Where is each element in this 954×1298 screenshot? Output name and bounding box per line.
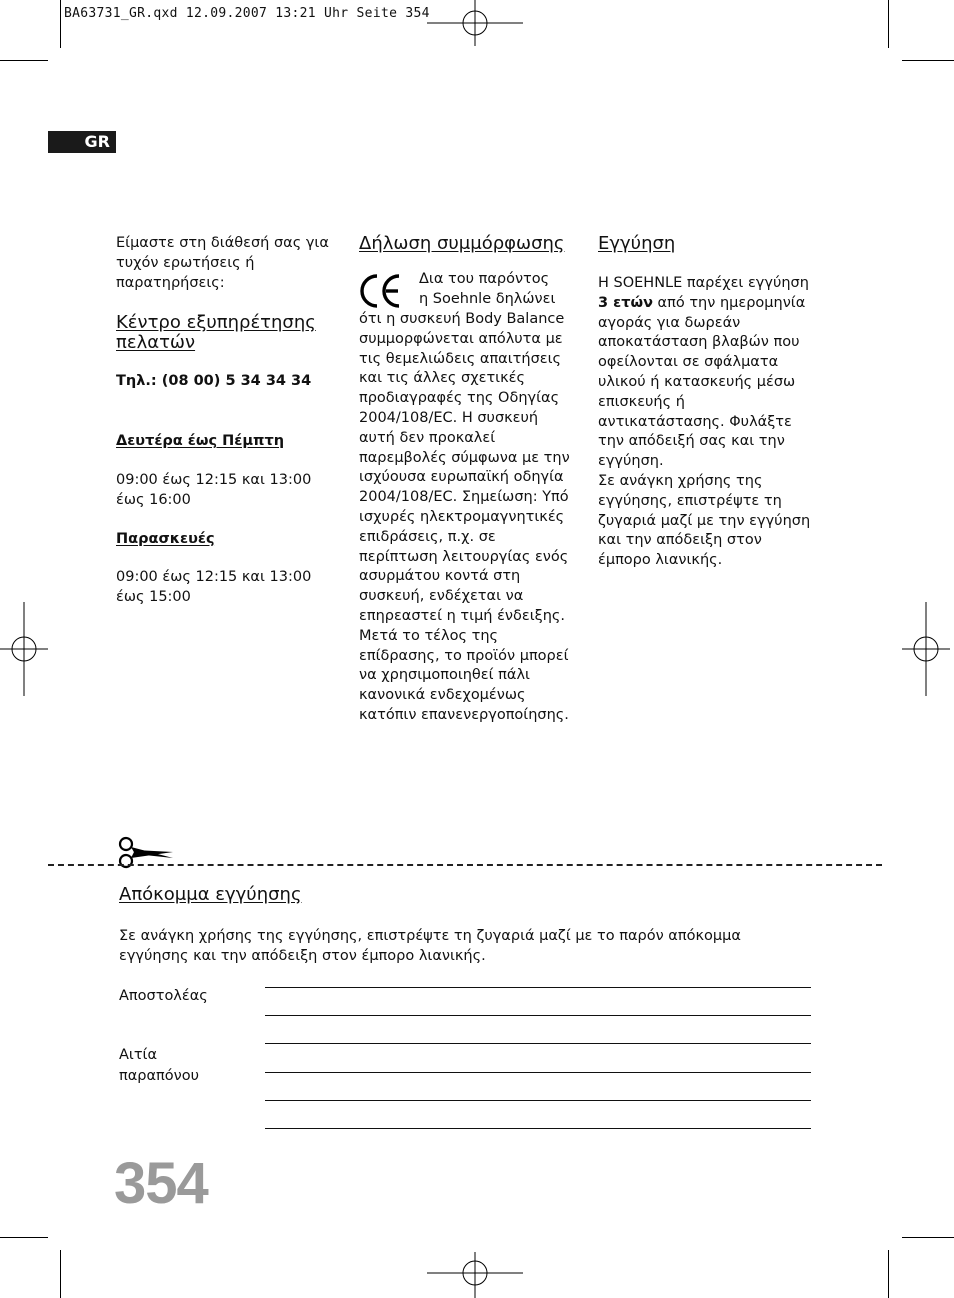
- customer-service-heading: Κέντρο εξυπηρέτησης πελατών: [116, 312, 316, 354]
- declaration-body: ότι η συσκευή Body Balance συμμορφώνεται απόλυτα με τις θεμελιώδεις απαιτήσεις και τις άλλες σχετικές προδιαγραφές της Οδηγίας 2004/108/EC. Η συσκευή αυτή δεν προκαλεί παρεμβολές σύμφωνα με την ισχύουσα ευρωπαϊκή οδηγία 2004/108/EC. Σημείωση: Υπό ισχυρές ηλεκτρομαγνητικές επιδράσεις, π.χ. σε περίπτωση λειτουργίας ενός ασυρμάτου κοντά στη συσκευή, ενδέχεται να επηρεαστεί η τιμή ένδειξης. Μετά το τέλος της επίδρασης, το προϊόν μπορεί να χρησιμοποιηθεί πάλι κανονικά ενδεχομένως κατόπιν επανενεργοποίησης.: [359, 311, 570, 723]
- crop-mark-top-right-v: [888, 0, 889, 48]
- warranty-text-end: από την ημερομηνία αγοράς για δωρεάν αποκατάσταση βλαβών που οφείλονται σε σφάλματα υλικού ή κατασκευής μέσω επισκευής ή αντικατάστασης. Φυλάξτε την απόδειξή σας και την εγγύηση.: [598, 294, 806, 470]
- days-friday: Παρασκευές: [116, 530, 215, 547]
- sender-line-1[interactable]: [265, 987, 811, 988]
- days-mon-thu: Δευτέρα έως Πέμπτη: [116, 433, 285, 450]
- declaration-column: [359, 234, 574, 726]
- customer-service-column: [116, 234, 331, 608]
- language-badge: GR: [48, 131, 116, 153]
- registration-mark-icon: [902, 602, 950, 696]
- ce-text-line2: η Soehnle δηλώνει: [419, 291, 556, 307]
- sender-line-2[interactable]: [265, 1015, 811, 1016]
- sender-label: Αποστολέας: [119, 988, 208, 1004]
- reason-line-3[interactable]: [265, 1100, 811, 1101]
- warranty-period: 3 ετών: [598, 294, 653, 311]
- warranty-column: [598, 234, 814, 571]
- warranty-text-start: Η SOEHNLE παρέχει εγγύηση: [598, 275, 809, 291]
- ce-mark-icon: [357, 273, 403, 309]
- ce-block: [359, 270, 574, 310]
- crop-mark-bottom-left-v: [60, 1250, 61, 1298]
- complaint-reason-label: Αιτία παραπόνου: [119, 1047, 200, 1084]
- reason-line-1[interactable]: [265, 1043, 811, 1044]
- crop-mark-bottom-left-h: [0, 1237, 48, 1238]
- crop-mark-bottom-right-v: [888, 1250, 889, 1298]
- print-slug: BA63731_GR.qxd 12.09.2007 13:21 Uhr Seite 354: [64, 6, 430, 21]
- reason-line-2[interactable]: [265, 1072, 811, 1073]
- hours-friday: 09:00 έως 12:15 και 13:00 έως 15:00: [116, 569, 312, 606]
- phone-number: Τηλ.: (08 00) 5 34 34 34: [116, 373, 312, 390]
- registration-mark-icon: [0, 602, 48, 696]
- hours-mon-thu: 09:00 έως 12:15 και 13:00 έως 16:00: [116, 471, 312, 508]
- cut-line: [48, 864, 882, 866]
- crop-mark-top-right-h: [902, 60, 954, 61]
- declaration-heading: Δήλωση συμμόρφωσης: [359, 233, 565, 254]
- coupon-heading: Απόκομμα εγγύησης: [119, 884, 302, 905]
- registration-mark-icon: [427, 1252, 523, 1298]
- crop-mark-top-left-h: [0, 60, 48, 61]
- warranty-text-2: Σε ανάγκη χρήσης της εγγύησης, επιστρέψτε τη ζυγαριά μαζί με την εγγύηση και την απόδειξη στον έμπορο λιανικής.: [598, 472, 811, 569]
- ce-text-line1: Δια του παρόντος: [419, 271, 550, 287]
- crop-mark-top-left-v: [60, 0, 61, 48]
- coupon-instructions: Σε ανάγκη χρήσης της εγγύησης, επιστρέψτε τη ζυγαριά μαζί με το παρόν απόκομμα εγγύησης και την απόδειξη στον έμπορο λιανικής.: [119, 928, 741, 964]
- crop-mark-bottom-right-h: [902, 1237, 954, 1238]
- warranty-text: [598, 274, 814, 472]
- registration-mark-icon: [427, 0, 523, 46]
- page-number: 354: [114, 1151, 208, 1216]
- warranty-heading: Εγγύηση: [598, 233, 676, 254]
- reason-line-4[interactable]: [265, 1128, 811, 1129]
- intro-text: Είμαστε στη διάθεσή σας για τυχόν ερωτήσεις ή παρατηρήσεις:: [116, 235, 329, 291]
